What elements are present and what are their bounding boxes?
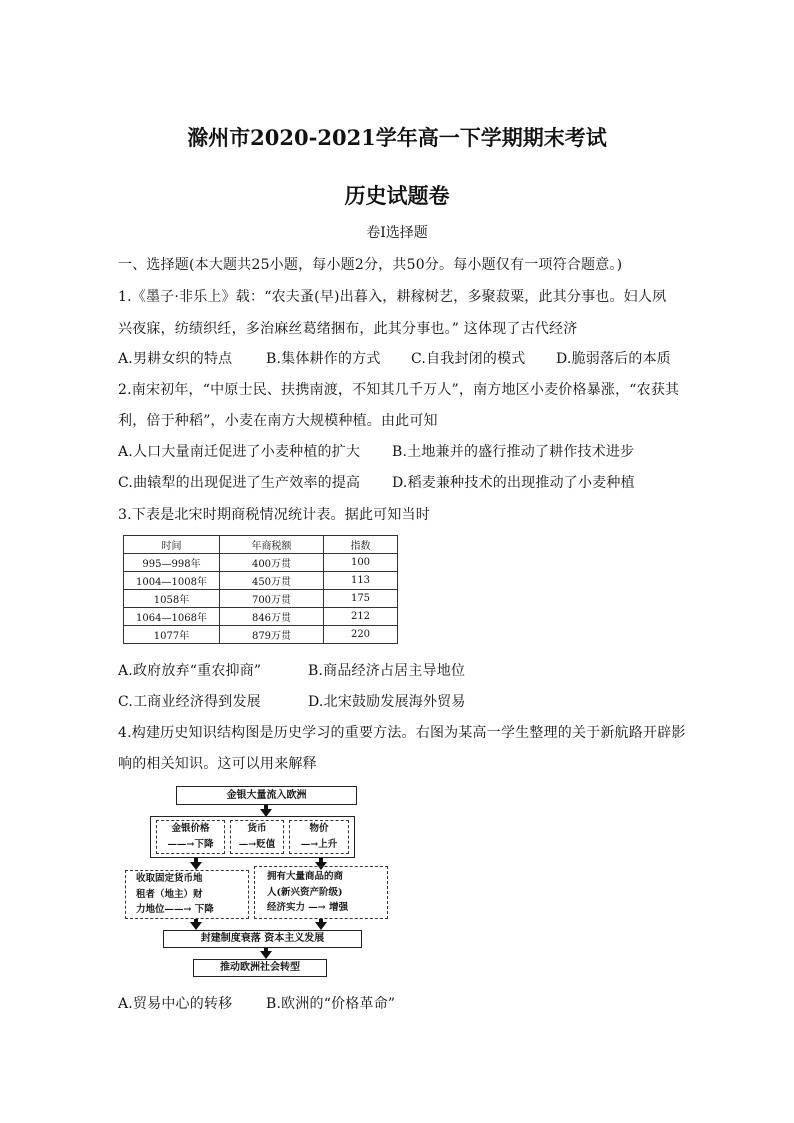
currency-box <box>230 820 284 854</box>
merchant-box <box>254 866 388 919</box>
q1-option-a: A.男耕女织的特点 <box>118 351 233 367</box>
result-box: 封建制度衰落 资本主义发展 <box>163 930 362 948</box>
table-cell: 1064—1068年 <box>124 608 220 626</box>
table-cell: 1077年 <box>124 626 220 644</box>
table-cell: 700万贯 <box>220 590 324 608</box>
q2-option-a: A.人口大量南迁促进了小麦种植的扩大 <box>118 444 361 460</box>
diagram-top-box: 金银大量流入欧洲 <box>176 786 357 805</box>
down-arrow-icon <box>190 922 202 930</box>
merchant-line: 经济实力 —→ 增强 <box>267 902 349 913</box>
q2-option-b: B.土地兼并的盛行推动了耕作技术进步 <box>392 444 635 460</box>
table-cell: 879万贯 <box>220 626 324 644</box>
q1-option-b: B.集体耕作的方式 <box>266 351 381 367</box>
down-arrow-icon <box>260 951 272 959</box>
landlord-line: 力地位——→ 下降 <box>136 904 214 915</box>
q2-option-d: D.稻麦兼种技术的出现推动了小麦种植 <box>392 475 635 491</box>
instructions: 一、选择题(本大题共25小题，每小题2分，共50分。每小题仅有一项符合题意。) <box>118 257 623 273</box>
table-row <box>124 554 398 572</box>
q3-option-b: B.商品经济占居主导地位 <box>308 663 466 679</box>
page-title: 滁州市2020-2021学年高一下学期期末考试 <box>187 125 607 150</box>
q3-option-a: A.政府放弃“重农抑商” <box>118 663 262 679</box>
page-subtitle: 历史试题卷 <box>344 183 450 208</box>
final-box: 推动欧洲社会转型 <box>193 959 327 977</box>
gold-price-trend: ——→下降 <box>167 839 214 850</box>
q1-stem-line1: 1.《墨子·非乐上》载：“农夫蚤(早)出暮入，耕稼树艺，多聚菽粟，此其分事也。妇人夙 <box>118 289 667 305</box>
q2-stem-line2: 利，倍于种稻”，小麦在南方大规模种植。由此可知 <box>118 413 438 429</box>
section-label: 卷Ⅰ选择题 <box>366 225 428 241</box>
table-row <box>124 626 398 644</box>
table-cell: 220 <box>324 626 398 644</box>
table-cell: 212 <box>324 608 398 626</box>
price-trend: —→上升 <box>300 839 338 850</box>
table-header: 指数 <box>324 536 398 554</box>
table-cell: 113 <box>324 572 398 590</box>
table-header-row <box>124 536 398 554</box>
q3-option-d: D.北宋鼓励发展海外贸易 <box>308 694 466 710</box>
table-cell: 1058年 <box>124 590 220 608</box>
table-row <box>124 608 398 626</box>
down-arrow-icon <box>190 862 202 870</box>
price-label: 物价 <box>309 823 329 834</box>
q1-option-d: D.脆弱落后的本质 <box>556 351 671 367</box>
q1-stem-line2: 兴夜寐，纺绩织纴，多治麻丝葛绪捆布，此其分事也。” 这体现了古代经济 <box>118 321 578 337</box>
q2-stem-line1: 2.南宋初年，“中原士民、扶携南渡，不知其几千万人”，南方地区小麦价格暴涨，“农获其 <box>118 382 680 398</box>
gold-price-box <box>156 820 225 854</box>
table-row <box>124 572 398 590</box>
table-cell: 100 <box>324 554 398 572</box>
tax-table <box>123 535 398 644</box>
price-box <box>289 820 349 854</box>
landlord-line: 收取固定货币地 <box>136 873 203 884</box>
table-cell: 1004—1008年 <box>124 572 220 590</box>
q3-option-c: C.工商业经济得到发展 <box>118 694 261 710</box>
table-cell: 175 <box>324 590 398 608</box>
q1-option-c: C.自我封闭的模式 <box>411 351 526 367</box>
merchant-line: 拥有大量商品的商 <box>267 871 344 882</box>
currency-trend: —→贬值 <box>238 839 276 850</box>
table-header: 时间 <box>124 536 220 554</box>
gold-price-label: 金银价格 <box>171 823 210 834</box>
table-cell: 400万贯 <box>220 554 324 572</box>
down-arrow-icon <box>315 922 327 930</box>
q4-option-a: A.贸易中心的转移 <box>118 996 233 1012</box>
table-header: 年商税额 <box>220 536 324 554</box>
table-row <box>124 590 398 608</box>
q4-stem-line2: 响的相关知识。这可以用来解释 <box>118 756 317 772</box>
q4-option-b: B.欧洲的“价格革命” <box>266 996 396 1012</box>
q2-option-c: C.曲辕犁的出现促进了生产效率的提高 <box>118 475 361 491</box>
table-cell: 450万贯 <box>220 572 324 590</box>
merchant-line: 人(新兴资产阶级) <box>267 886 343 898</box>
q3-stem: 3.下表是北宋时期商税情况统计表。据此可知当时 <box>118 507 430 523</box>
table-cell: 995—998年 <box>124 554 220 572</box>
landlord-box <box>125 870 249 919</box>
landlord-line: 租者（地主）财 <box>136 888 203 900</box>
currency-label: 货币 <box>247 823 267 834</box>
table-cell: 846万贯 <box>220 608 324 626</box>
q4-stem-line1: 4.构建历史知识结构图是历史学习的重要方法。右图为某高一学生整理的关于新航路开辟影 <box>118 725 686 741</box>
